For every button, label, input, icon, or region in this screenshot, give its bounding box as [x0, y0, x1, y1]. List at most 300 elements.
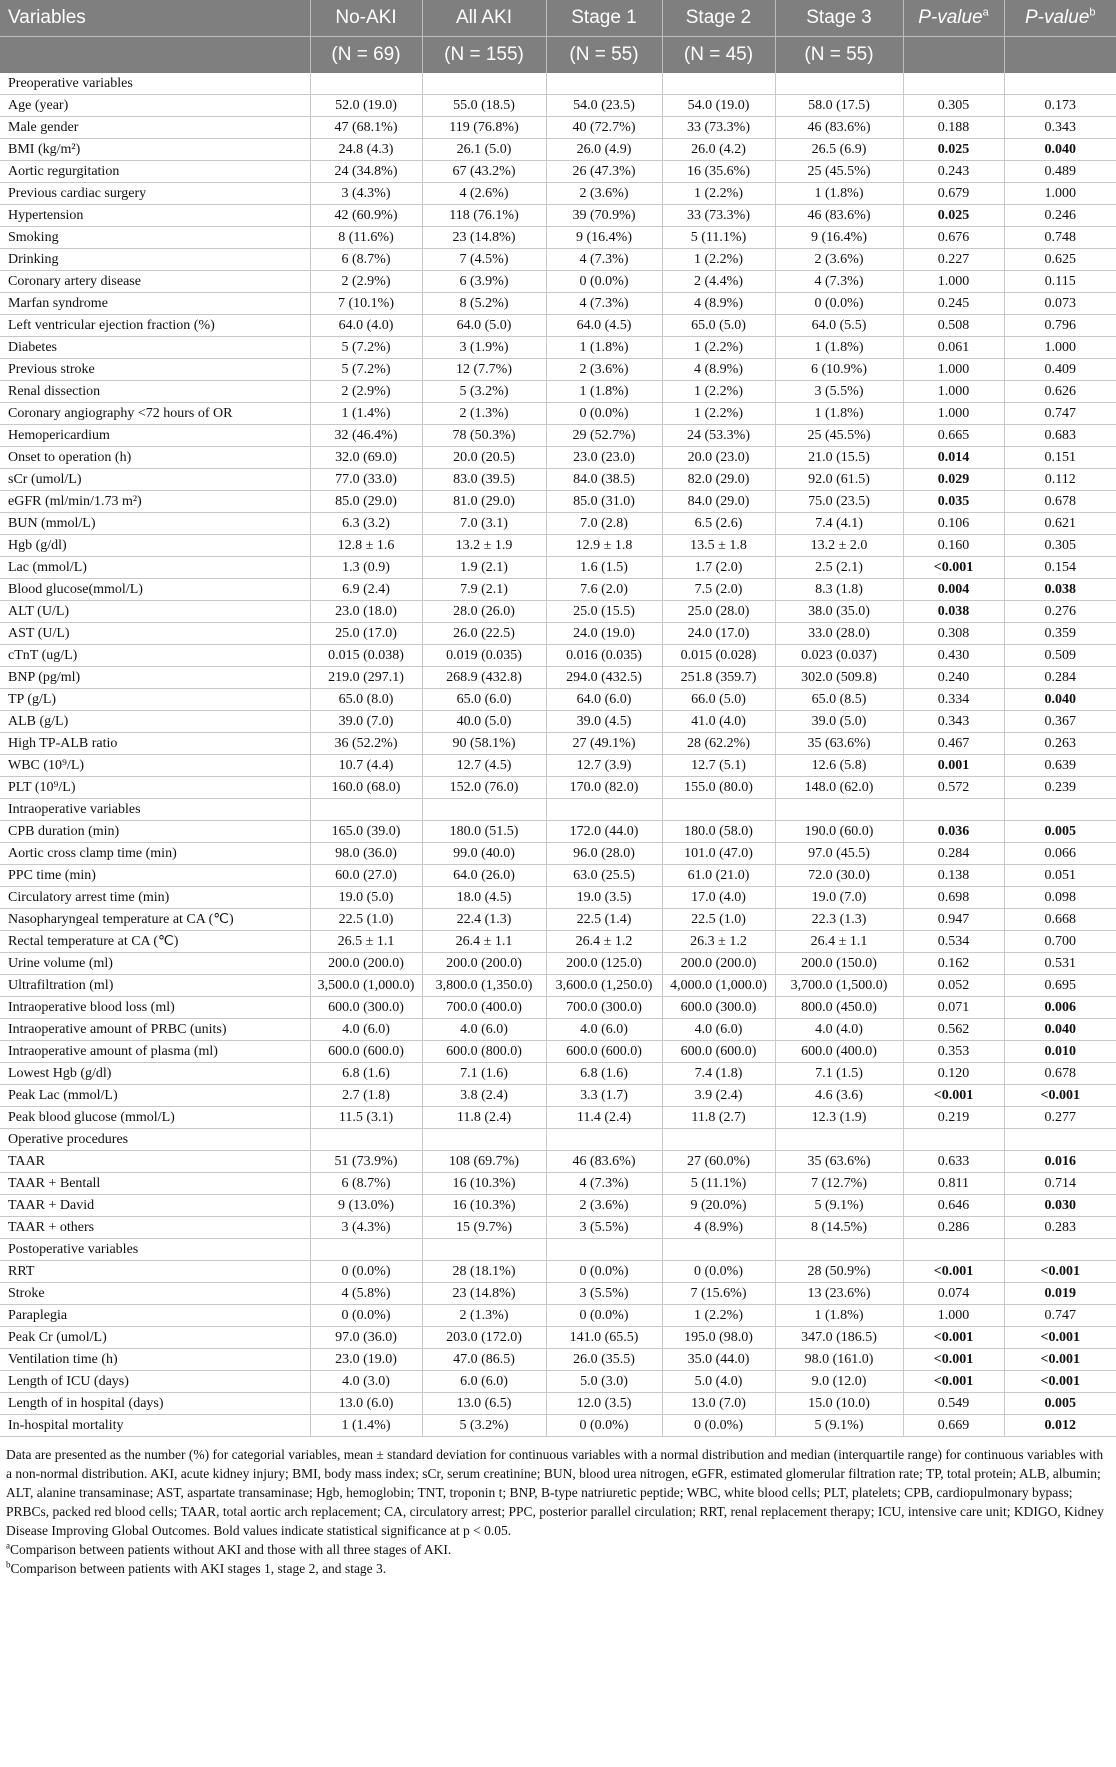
value-cell: 25.0 (28.0): [662, 601, 775, 623]
value-cell: 6.5 (2.6): [662, 513, 775, 535]
value-cell: 26.0 (4.9): [546, 139, 662, 161]
variable-name: cTnT (ug/L): [0, 645, 310, 667]
value-cell: 25 (45.5%): [775, 425, 903, 447]
value-cell: 0 (0.0%): [546, 1261, 662, 1283]
table-row: [0, 1327, 1116, 1349]
variable-name: Intraoperative amount of PRBC (units): [0, 1019, 310, 1041]
value-cell: 1 (2.2%): [662, 381, 775, 403]
value-cell: 84.0 (38.5): [546, 469, 662, 491]
value-cell: 6.8 (1.6): [546, 1063, 662, 1085]
value-cell: 7 (4.5%): [422, 249, 546, 271]
value-cell: 13.0 (7.0): [662, 1393, 775, 1415]
empty-cell: [310, 1239, 422, 1261]
table-row: [0, 931, 1116, 953]
table-header: [0, 0, 1116, 73]
section-label: Preoperative variables: [0, 73, 310, 95]
value-cell: 26.5 ± 1.1: [310, 931, 422, 953]
p-value-cell: 0.284: [1004, 667, 1116, 689]
value-cell: 35.0 (44.0): [662, 1349, 775, 1371]
variable-name: Onset to operation (h): [0, 447, 310, 469]
value-cell: 141.0 (65.5): [546, 1327, 662, 1349]
value-cell: 4 (7.3%): [546, 1173, 662, 1195]
p-value-cell: 0.531: [1004, 953, 1116, 975]
value-cell: 190.0 (60.0): [775, 821, 903, 843]
p-value-cell: 0.359: [1004, 623, 1116, 645]
p-value-cell: 0.286: [903, 1217, 1004, 1239]
value-cell: 12.8 ± 1.6: [310, 535, 422, 557]
value-cell: 600.0 (300.0): [662, 997, 775, 1019]
empty-cell: [662, 1239, 775, 1261]
section-row: [0, 1129, 1116, 1151]
value-cell: 27 (49.1%): [546, 733, 662, 755]
p-value-cell: 0.010: [1004, 1041, 1116, 1063]
variable-name: CPB duration (min): [0, 821, 310, 843]
value-cell: 61.0 (21.0): [662, 865, 775, 887]
p-value-cell: 0.029: [903, 469, 1004, 491]
value-cell: 26.0 (4.2): [662, 139, 775, 161]
value-cell: 7.0 (3.1): [422, 513, 546, 535]
p-value-cell: 0.012: [1004, 1415, 1116, 1437]
value-cell: 3 (5.5%): [546, 1283, 662, 1305]
value-cell: 75.0 (23.5): [775, 491, 903, 513]
table-row: [0, 623, 1116, 645]
p-value-cell: 0.074: [903, 1283, 1004, 1305]
table-row: [0, 205, 1116, 227]
value-cell: 35 (63.6%): [775, 733, 903, 755]
table-row: [0, 557, 1116, 579]
header-stage-3: Stage 3: [775, 0, 903, 37]
value-cell: 0 (0.0%): [662, 1261, 775, 1283]
value-cell: 5.0 (4.0): [662, 1371, 775, 1393]
value-cell: 4 (7.3%): [546, 293, 662, 315]
section-row: [0, 799, 1116, 821]
p-value-cell: 0.263: [1004, 733, 1116, 755]
value-cell: 23.0 (18.0): [310, 601, 422, 623]
value-cell: 51 (73.9%): [310, 1151, 422, 1173]
empty-cell: [662, 799, 775, 821]
table-row: [0, 909, 1116, 931]
value-cell: 1 (1.4%): [310, 403, 422, 425]
p-value-cell: 0.621: [1004, 513, 1116, 535]
empty-cell: [422, 73, 546, 95]
variable-name: Paraplegia: [0, 1305, 310, 1327]
empty-cell: [903, 1239, 1004, 1261]
value-cell: 83.0 (39.5): [422, 469, 546, 491]
value-cell: 1 (2.2%): [662, 249, 775, 271]
p-value-cell: 0.188: [903, 117, 1004, 139]
p-value-cell: 0.489: [1004, 161, 1116, 183]
value-cell: 8 (5.2%): [422, 293, 546, 315]
value-cell: 9.0 (12.0): [775, 1371, 903, 1393]
table-row: [0, 359, 1116, 381]
value-cell: 85.0 (31.0): [546, 491, 662, 513]
value-cell: 32.0 (69.0): [310, 447, 422, 469]
value-cell: 85.0 (29.0): [310, 491, 422, 513]
variable-name: WBC (10⁹/L): [0, 755, 310, 777]
variable-name: TAAR + Bentall: [0, 1173, 310, 1195]
value-cell: 1 (2.2%): [662, 183, 775, 205]
value-cell: 4.0 (6.0): [546, 1019, 662, 1041]
value-cell: 2 (2.9%): [310, 381, 422, 403]
variable-name: Previous stroke: [0, 359, 310, 381]
p-value-cell: <0.001: [903, 1085, 1004, 1107]
value-cell: 66.0 (5.0): [662, 689, 775, 711]
variable-name: Length of in hospital (days): [0, 1393, 310, 1415]
variable-name: sCr (umol/L): [0, 469, 310, 491]
p-value-cell: 0.683: [1004, 425, 1116, 447]
variable-name: Left ventricular ejection fraction (%): [0, 315, 310, 337]
value-cell: 2 (3.6%): [546, 183, 662, 205]
header-n-stage-1: (N = 55): [546, 37, 662, 74]
value-cell: 15 (9.7%): [422, 1217, 546, 1239]
table-row: [0, 777, 1116, 799]
value-cell: 4.0 (6.0): [662, 1019, 775, 1041]
empty-cell: [546, 799, 662, 821]
value-cell: 46 (83.6%): [546, 1151, 662, 1173]
value-cell: 26.4 ± 1.2: [546, 931, 662, 953]
table-row: [0, 1195, 1116, 1217]
value-cell: 22.3 (1.3): [775, 909, 903, 931]
value-cell: 24.8 (4.3): [310, 139, 422, 161]
p-value-cell: 0.240: [903, 667, 1004, 689]
variable-name: BNP (pg/ml): [0, 667, 310, 689]
p-value-cell: 0.572: [903, 777, 1004, 799]
value-cell: 9 (13.0%): [310, 1195, 422, 1217]
p-value-cell: 0.098: [1004, 887, 1116, 909]
value-cell: 27 (60.0%): [662, 1151, 775, 1173]
value-cell: 294.0 (432.5): [546, 667, 662, 689]
value-cell: 11.4 (2.4): [546, 1107, 662, 1129]
value-cell: 6.0 (6.0): [422, 1371, 546, 1393]
table-row: [0, 117, 1116, 139]
table-row: [0, 249, 1116, 271]
variable-name: Ventilation time (h): [0, 1349, 310, 1371]
table-row: [0, 293, 1116, 315]
value-cell: 600.0 (300.0): [310, 997, 422, 1019]
value-cell: 1 (1.8%): [546, 337, 662, 359]
value-cell: 251.8 (359.7): [662, 667, 775, 689]
value-cell: 12.6 (5.8): [775, 755, 903, 777]
value-cell: 33 (73.3%): [662, 205, 775, 227]
variable-name: Peak Cr (umol/L): [0, 1327, 310, 1349]
p-value-cell: 1.000: [1004, 183, 1116, 205]
value-cell: 36 (52.2%): [310, 733, 422, 755]
p-value-cell: 0.811: [903, 1173, 1004, 1195]
p-value-cell: 0.700: [1004, 931, 1116, 953]
value-cell: 3,600.0 (1,250.0): [546, 975, 662, 997]
p-value-cell: 0.679: [903, 183, 1004, 205]
header-pvalue-b: [1004, 0, 1116, 37]
value-cell: 302.0 (509.8): [775, 667, 903, 689]
variable-name: Nasopharyngeal temperature at CA (℃): [0, 909, 310, 931]
p-value-cell: 0.014: [903, 447, 1004, 469]
p-value-cell: 0.549: [903, 1393, 1004, 1415]
value-cell: 13.5 ± 1.8: [662, 535, 775, 557]
table-row: [0, 711, 1116, 733]
value-cell: 0 (0.0%): [546, 1305, 662, 1327]
table-row: [0, 139, 1116, 161]
value-cell: 1.6 (1.5): [546, 557, 662, 579]
p-value-cell: 1.000: [1004, 337, 1116, 359]
value-cell: 5 (7.2%): [310, 359, 422, 381]
value-cell: 700.0 (300.0): [546, 997, 662, 1019]
variable-name: Smoking: [0, 227, 310, 249]
value-cell: 1 (2.2%): [662, 337, 775, 359]
p-value-cell: 0.467: [903, 733, 1004, 755]
value-cell: 1 (1.8%): [775, 183, 903, 205]
value-cell: 52.0 (19.0): [310, 95, 422, 117]
variable-name: Marfan syndrome: [0, 293, 310, 315]
variable-name: RRT: [0, 1261, 310, 1283]
value-cell: 8.3 (1.8): [775, 579, 903, 601]
p-value-cell: <0.001: [903, 1327, 1004, 1349]
header-pvalue-b-label: P-value: [1024, 7, 1090, 28]
p-value-cell: <0.001: [1004, 1349, 1116, 1371]
p-value-cell: <0.001: [1004, 1371, 1116, 1393]
value-cell: 64.0 (4.0): [310, 315, 422, 337]
value-cell: 600.0 (400.0): [775, 1041, 903, 1063]
value-cell: 5 (9.1%): [775, 1195, 903, 1217]
table-row: [0, 1107, 1116, 1129]
value-cell: 26.4 ± 1.1: [775, 931, 903, 953]
p-value-cell: 0.025: [903, 205, 1004, 227]
table-row: [0, 469, 1116, 491]
section-row: [0, 73, 1116, 95]
p-value-cell: 0.071: [903, 997, 1004, 1019]
value-cell: 8 (11.6%): [310, 227, 422, 249]
value-cell: 19.0 (3.5): [546, 887, 662, 909]
p-value-cell: 0.073: [1004, 293, 1116, 315]
p-value-cell: <0.001: [1004, 1327, 1116, 1349]
table-row: [0, 601, 1116, 623]
value-cell: 99.0 (40.0): [422, 843, 546, 865]
header-n-no-aki: (N = 69): [310, 37, 422, 74]
header-row-1: [0, 0, 1116, 37]
p-value-cell: 0.283: [1004, 1217, 1116, 1239]
p-value-cell: 0.038: [1004, 579, 1116, 601]
value-cell: 1 (1.8%): [775, 337, 903, 359]
value-cell: 4 (8.9%): [662, 359, 775, 381]
value-cell: 33.0 (28.0): [775, 623, 903, 645]
p-value-cell: 0.947: [903, 909, 1004, 931]
header-stage-2: Stage 2: [662, 0, 775, 37]
value-cell: 47.0 (86.5): [422, 1349, 546, 1371]
p-value-cell: 0.626: [1004, 381, 1116, 403]
value-cell: 4.0 (3.0): [310, 1371, 422, 1393]
value-cell: 0.015 (0.028): [662, 645, 775, 667]
header-n-all-aki: (N = 155): [422, 37, 546, 74]
value-cell: 4.0 (6.0): [310, 1019, 422, 1041]
p-value-cell: 0.334: [903, 689, 1004, 711]
value-cell: 2 (1.3%): [422, 1305, 546, 1327]
value-cell: 3 (4.3%): [310, 1217, 422, 1239]
p-value-cell: 0.284: [903, 843, 1004, 865]
table-row: [0, 689, 1116, 711]
value-cell: 6.9 (2.4): [310, 579, 422, 601]
p-value-cell: 0.005: [1004, 821, 1116, 843]
header-n-stage-2: (N = 45): [662, 37, 775, 74]
value-cell: 11.8 (2.7): [662, 1107, 775, 1129]
p-value-cell: 0.006: [1004, 997, 1116, 1019]
variable-name: ALT (U/L): [0, 601, 310, 623]
value-cell: 148.0 (62.0): [775, 777, 903, 799]
footnote-b-text: Comparison between patients with AKI stages 1, stage 2, and stage 3.: [10, 1561, 387, 1576]
variable-name: Male gender: [0, 117, 310, 139]
value-cell: 65.0 (5.0): [662, 315, 775, 337]
p-value-cell: 0.115: [1004, 271, 1116, 293]
table-row: [0, 1261, 1116, 1283]
table-row: [0, 865, 1116, 887]
footnote-b: [6, 1559, 1110, 1578]
value-cell: 3 (4.3%): [310, 183, 422, 205]
table-row: [0, 887, 1116, 909]
variable-name: Circulatory arrest time (min): [0, 887, 310, 909]
value-cell: 6.3 (3.2): [310, 513, 422, 535]
value-cell: 23 (14.8%): [422, 227, 546, 249]
value-cell: 18.0 (4.5): [422, 887, 546, 909]
p-value-cell: <0.001: [903, 1371, 1004, 1393]
p-value-cell: 1.000: [903, 403, 1004, 425]
value-cell: 165.0 (39.0): [310, 821, 422, 843]
empty-cell: [1004, 799, 1116, 821]
table-row: [0, 1085, 1116, 1107]
value-cell: 0 (0.0%): [546, 271, 662, 293]
value-cell: 5 (11.1%): [662, 227, 775, 249]
value-cell: 60.0 (27.0): [310, 865, 422, 887]
p-value-cell: 0.025: [903, 139, 1004, 161]
p-value-cell: <0.001: [903, 1261, 1004, 1283]
table-row: [0, 1217, 1116, 1239]
value-cell: 200.0 (200.0): [422, 953, 546, 975]
value-cell: 26 (47.3%): [546, 161, 662, 183]
value-cell: 54.0 (23.5): [546, 95, 662, 117]
value-cell: 33 (73.3%): [662, 117, 775, 139]
empty-cell: [662, 1129, 775, 1151]
value-cell: 0.023 (0.037): [775, 645, 903, 667]
value-cell: 39.0 (7.0): [310, 711, 422, 733]
p-value-cell: 0.051: [1004, 865, 1116, 887]
value-cell: 39.0 (4.5): [546, 711, 662, 733]
value-cell: 26.1 (5.0): [422, 139, 546, 161]
p-value-cell: 0.343: [903, 711, 1004, 733]
value-cell: 9 (16.4%): [775, 227, 903, 249]
table-row: [0, 1415, 1116, 1437]
value-cell: 200.0 (200.0): [662, 953, 775, 975]
value-cell: 23.0 (23.0): [546, 447, 662, 469]
value-cell: 24.0 (19.0): [546, 623, 662, 645]
value-cell: 7.4 (4.1): [775, 513, 903, 535]
p-value-cell: 0.001: [903, 755, 1004, 777]
value-cell: 7.1 (1.5): [775, 1063, 903, 1085]
value-cell: 2 (2.9%): [310, 271, 422, 293]
empty-cell: [310, 1129, 422, 1151]
variable-name: Drinking: [0, 249, 310, 271]
variable-name: BMI (kg/m²): [0, 139, 310, 161]
p-value-cell: 0.138: [903, 865, 1004, 887]
value-cell: 41.0 (4.0): [662, 711, 775, 733]
variable-name: BUN (mmol/L): [0, 513, 310, 535]
variable-name: Renal dissection: [0, 381, 310, 403]
table-row: [0, 1173, 1116, 1195]
value-cell: 13.0 (6.0): [310, 1393, 422, 1415]
value-cell: 1.9 (2.1): [422, 557, 546, 579]
header-blank: [903, 37, 1004, 74]
value-cell: 6 (3.9%): [422, 271, 546, 293]
table-row: [0, 381, 1116, 403]
value-cell: 170.0 (82.0): [546, 777, 662, 799]
variable-name: Peak blood glucose (mmol/L): [0, 1107, 310, 1129]
value-cell: 7.1 (1.6): [422, 1063, 546, 1085]
value-cell: 7.6 (2.0): [546, 579, 662, 601]
p-value-cell: <0.001: [903, 557, 1004, 579]
variable-name: In-hospital mortality: [0, 1415, 310, 1437]
value-cell: 12.3 (1.9): [775, 1107, 903, 1129]
value-cell: 4.0 (6.0): [422, 1019, 546, 1041]
value-cell: 67 (43.2%): [422, 161, 546, 183]
value-cell: 38.0 (35.0): [775, 601, 903, 623]
value-cell: 16 (10.3%): [422, 1173, 546, 1195]
p-value-cell: 0.005: [1004, 1393, 1116, 1415]
variable-name: Blood glucose(mmol/L): [0, 579, 310, 601]
value-cell: 4.0 (4.0): [775, 1019, 903, 1041]
variable-name: Intraoperative amount of plasma (ml): [0, 1041, 310, 1063]
p-value-cell: 0.639: [1004, 755, 1116, 777]
empty-cell: [775, 1239, 903, 1261]
variable-name: Hypertension: [0, 205, 310, 227]
empty-cell: [1004, 73, 1116, 95]
value-cell: 347.0 (186.5): [775, 1327, 903, 1349]
header-blank: [1004, 37, 1116, 74]
value-cell: 96.0 (28.0): [546, 843, 662, 865]
value-cell: 58.0 (17.5): [775, 95, 903, 117]
value-cell: 12.7 (3.9): [546, 755, 662, 777]
p-value-cell: 0.038: [903, 601, 1004, 623]
header-n-stage-3: (N = 55): [775, 37, 903, 74]
value-cell: 9 (20.0%): [662, 1195, 775, 1217]
empty-cell: [422, 1239, 546, 1261]
p-value-cell: <0.001: [1004, 1261, 1116, 1283]
value-cell: 6 (10.9%): [775, 359, 903, 381]
header-pvalue-a: [903, 0, 1004, 37]
footnote-b-mark: b: [6, 1559, 11, 1570]
value-cell: 65.0 (8.0): [310, 689, 422, 711]
empty-cell: [546, 73, 662, 95]
variable-name: Diabetes: [0, 337, 310, 359]
p-value-cell: 0.305: [1004, 535, 1116, 557]
value-cell: 55.0 (18.5): [422, 95, 546, 117]
value-cell: 12.7 (4.5): [422, 755, 546, 777]
table-row: [0, 447, 1116, 469]
p-value-cell: 0.678: [1004, 1063, 1116, 1085]
table-row: [0, 271, 1116, 293]
value-cell: 5 (3.2%): [422, 381, 546, 403]
value-cell: 7.5 (2.0): [662, 579, 775, 601]
value-cell: 119 (76.8%): [422, 117, 546, 139]
value-cell: 40.0 (5.0): [422, 711, 546, 733]
value-cell: 26.3 ± 1.2: [662, 931, 775, 953]
value-cell: 7 (12.7%): [775, 1173, 903, 1195]
p-value-cell: 0.061: [903, 337, 1004, 359]
p-value-cell: 0.669: [903, 1415, 1004, 1437]
value-cell: 600.0 (600.0): [662, 1041, 775, 1063]
value-cell: 47 (68.1%): [310, 117, 422, 139]
value-cell: 3.3 (1.7): [546, 1085, 662, 1107]
value-cell: 35 (63.6%): [775, 1151, 903, 1173]
value-cell: 65.0 (6.0): [422, 689, 546, 711]
table-row: [0, 843, 1116, 865]
p-value-cell: 0.430: [903, 645, 1004, 667]
header-pvalue-a-label: P-value: [918, 7, 983, 28]
